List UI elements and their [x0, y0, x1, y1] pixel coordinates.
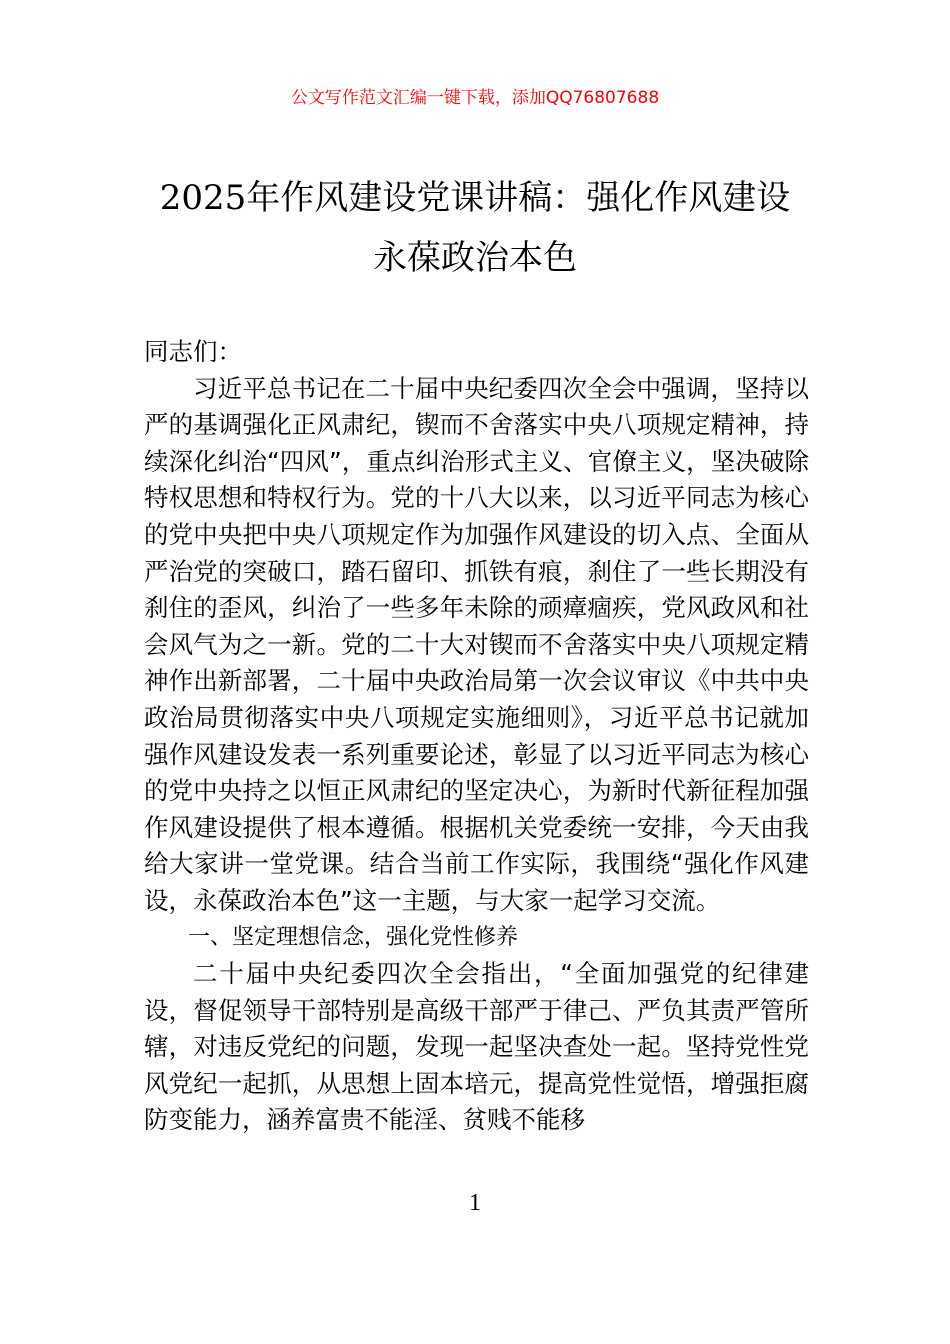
salutation: 同志们：: [144, 337, 242, 366]
document-title: [0, 168, 950, 288]
paragraph-section-1: 二十届中央纪委四次全会指出，“全面加强党的纪律建设，督促领导干部特别是高级干部严于律己、严负其责严管所辖，对违反党纪的问题，发现一起坚决查处一起。坚持党性党风党纪一起抓，从思想上固本培元，提高党性觉悟，增强拒腐防变能力，涵养富贵不能淫、贫贱不能移: [144, 959, 809, 1135]
paragraph-intro: 习近平总书记在二十届中央纪委四次全会中强调，坚持以严的基调强化正风肃纪，锲而不舍落实中央八项规定精神，持续深化纠治“四风”，重点纠治形式主义、官僚主义，坚决破除特权思想和特权行为。党的十八大以来，以习近平同志为核心的党中央把中央八项规定作为加强作风建设的切入点、全面从严治党的突破口，踏石留印、抓铁有痕，刹住了一些长期没有刹住的歪风，纠治了一些多年未除的顽瘴痼疾，党风政风和社会风气为之一新。党的二十大对锲而不舍落实中央八项规定精神作出新部署，二十届中央政治局第一次会议审议《中共中央政治局贯彻落实中央八项规定实施细则》，习近平总书记就加强作风建设发表一系列重要论述，彰显了以习近平同志为核心的党中央持之以恒正风肃纪的坚定决心，为新时代新征程加强作风建设提供了根本遵循。根据机关党委统一安排，今天由我给大家讲一堂党课。结合当前工作实际，我围绕“强化作风建设，永葆政治本色”这一主题，与大家一起学习交流。: [144, 373, 809, 915]
title-line-1: 2025年作风建设党课讲稿：强化作风建设: [159, 178, 791, 218]
section-heading-1: 一、坚定理想信念，强化党性修养: [188, 924, 519, 950]
document-body: [144, 334, 809, 1139]
page-number: 1: [469, 1190, 481, 1216]
title-line-2: 永葆政治本色: [373, 238, 577, 278]
watermark-header: 公文写作范文汇编一键下载，添加QQ76807688: [290, 88, 660, 108]
